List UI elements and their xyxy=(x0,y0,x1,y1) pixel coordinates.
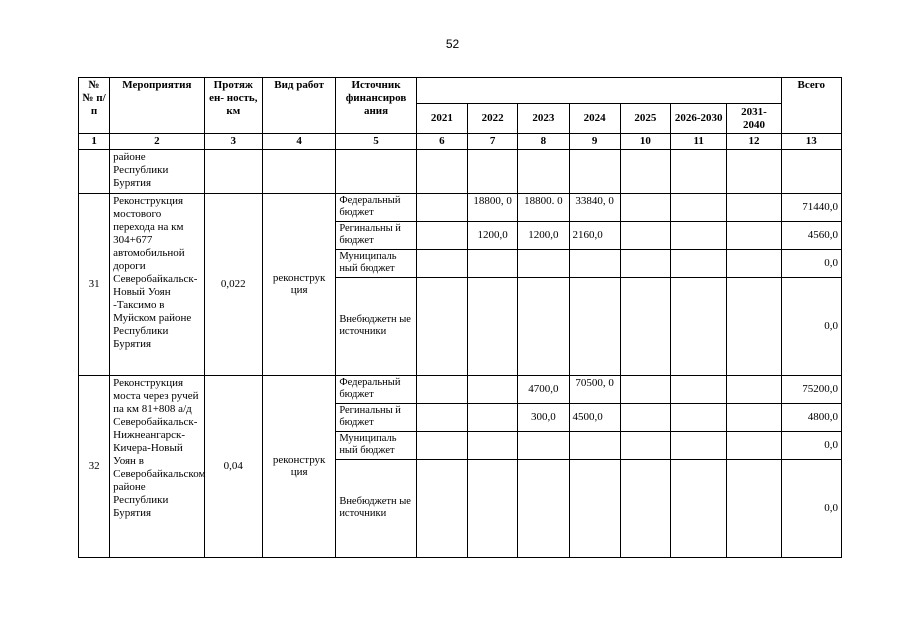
header-event: Мероприятия xyxy=(110,78,204,134)
col-number: 2 xyxy=(110,134,204,150)
col-number: 7 xyxy=(467,134,517,150)
total-cell: 4560,0 xyxy=(781,221,841,249)
header-length: Протяж ен- ность, км xyxy=(204,78,262,134)
header-source: Источник финансиров ания xyxy=(336,78,416,134)
col-number: 12 xyxy=(727,134,781,150)
value-cell: 2160,0 xyxy=(569,221,620,249)
header-num: № № п/п xyxy=(79,78,110,134)
source-name: Муниципаль ный бюджет xyxy=(336,431,416,459)
header-work: Вид работ xyxy=(262,78,335,134)
value-cell: 4700,0 xyxy=(518,375,569,403)
total-cell: 4800,0 xyxy=(781,403,841,431)
header-year: 2024 xyxy=(569,104,620,134)
col-number: 13 xyxy=(781,134,841,150)
event-name: Реконструкция моста через ручей па км 81+808 а/д Северобайкальск- Нижнеангарск- Кичера-Новый Уоян в Северобайкальском районе Республики Бурятия xyxy=(110,375,204,557)
col-number: 6 xyxy=(416,134,467,150)
header-years-group xyxy=(416,78,781,104)
total-cell: 0,0 xyxy=(781,431,841,459)
header-year: 2022 xyxy=(467,104,517,134)
source-name: Регинальны й бюджет xyxy=(336,221,416,249)
header-year: 2026-2030 xyxy=(671,104,727,134)
value-cell: 300,0 xyxy=(518,403,569,431)
source-name: Внебюджетн ые источники xyxy=(336,277,416,375)
value-cell: 33840, 0 xyxy=(569,193,620,221)
length-value: 0,04 xyxy=(204,375,262,557)
source-name: Федеральный бюджет xyxy=(336,193,416,221)
total-cell: 0,0 xyxy=(781,277,841,375)
header-year: 2025 xyxy=(620,104,670,134)
col-number: 9 xyxy=(569,134,620,150)
source-name: Муниципаль ный бюджет xyxy=(336,249,416,277)
work-type: реконструк ция xyxy=(262,375,335,557)
financing-table xyxy=(78,77,842,558)
total-cell: 75200,0 xyxy=(781,375,841,403)
value-cell: 70500, 0 xyxy=(569,375,620,403)
total-cell: 71440,0 xyxy=(781,193,841,221)
total-cell: 0,0 xyxy=(781,249,841,277)
col-number: 11 xyxy=(671,134,727,150)
value-cell: 18800, 0 xyxy=(467,193,517,221)
table-row xyxy=(79,149,842,193)
header-year: 2021 xyxy=(416,104,467,134)
source-name: Регинальны й бюджет xyxy=(336,403,416,431)
col-number: 8 xyxy=(518,134,569,150)
value-cell: 1200,0 xyxy=(467,221,517,249)
header-year: 2031-2040 xyxy=(727,104,781,134)
table-row xyxy=(79,375,842,403)
value-cell: 4500,0 xyxy=(569,403,620,431)
value-cell: 18800. 0 xyxy=(518,193,569,221)
col-number: 4 xyxy=(262,134,335,150)
row-number: 32 xyxy=(79,375,110,557)
source-name: Федеральный бюджет xyxy=(336,375,416,403)
length-value: 0,022 xyxy=(204,193,262,375)
col-number: 10 xyxy=(620,134,670,150)
table-row xyxy=(79,193,842,221)
row-number: 31 xyxy=(79,193,110,375)
event-name: Реконструкция мостового перехода на км 304+677 автомобильной дороги Северобайкальск-Новый Уоян -Таксимо в Муйском районе Республики Бурятия xyxy=(110,193,204,375)
col-number: 5 xyxy=(336,134,416,150)
col-number: 1 xyxy=(79,134,110,150)
header-total: Всего xyxy=(781,78,841,134)
page-number: 52 xyxy=(445,37,460,51)
col-number: 3 xyxy=(204,134,262,150)
value-cell: 1200,0 xyxy=(518,221,569,249)
work-type: реконструк ция xyxy=(262,193,335,375)
continuation-text: районе Республики Бурятия xyxy=(110,149,204,193)
source-name: Внебюджетн ые источники xyxy=(336,459,416,557)
total-cell: 0,0 xyxy=(781,459,841,557)
header-year: 2023 xyxy=(518,104,569,134)
